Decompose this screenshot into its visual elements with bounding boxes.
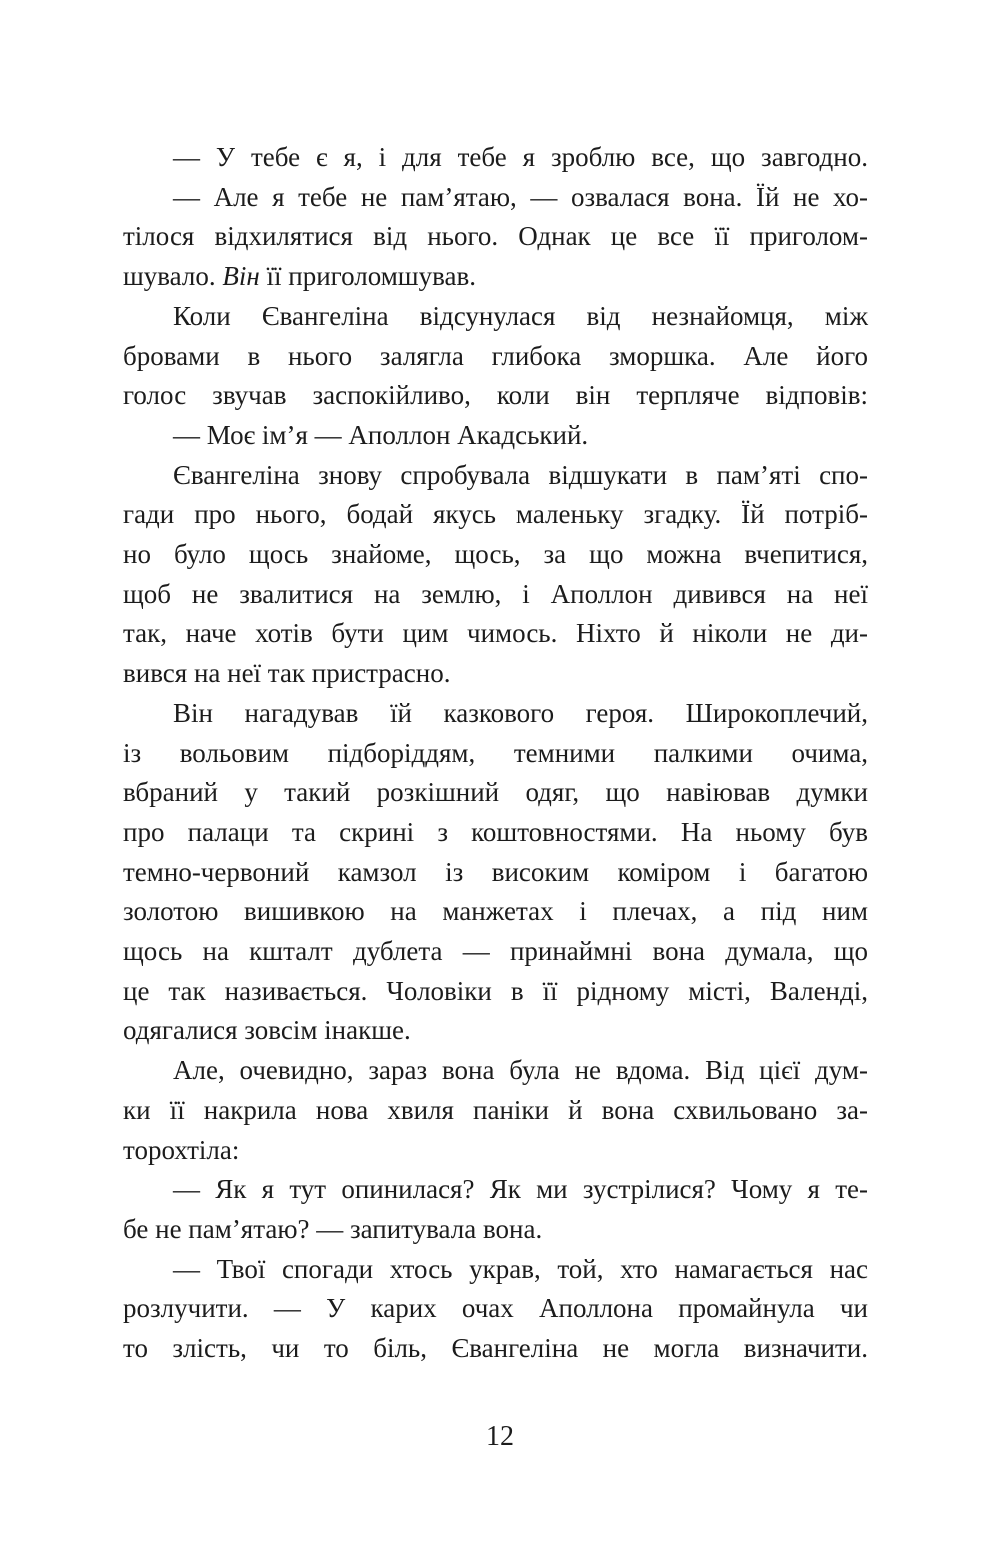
text-line: про палаци та скрині з коштовностями. На ньому був (123, 816, 868, 847)
text-line: Коли Євангеліна відсунулася від незнайомця, між (173, 300, 868, 331)
text-line: щось на кшталт дублета — принаймні вона думала, що (123, 936, 868, 967)
paragraph (123, 416, 868, 456)
text-line: із вольовим підборіддям, темними палкими очима, (123, 737, 868, 768)
text-line: бе не пам’ятаю? — запитувала вона. (123, 1213, 543, 1244)
text-line: гади про нього, бодай якусь маленьку згадку. Їй потріб- (123, 499, 868, 530)
paragraph (123, 456, 868, 694)
body-text (123, 138, 868, 1369)
text-line: темно-червоний камзол із високим коміром і багатою (123, 856, 868, 887)
text-line: но було щось знайоме, щось, за що можна вчепитися, (123, 539, 868, 570)
paragraph (123, 1250, 868, 1369)
text-line: Він нагадував їй казкового героя. Широкоплечий, (173, 697, 868, 728)
text-segment: шувало. (123, 261, 223, 292)
text-line: — Але я тебе не пам’ятаю, — озвалася вона. Їй не хо- (173, 181, 868, 212)
paragraph (123, 694, 868, 1051)
paragraph (123, 138, 868, 178)
text-line: вився на неї так пристрасно. (123, 658, 451, 689)
text-line: Але, очевидно, зараз вона була не вдома. Від цієї дум- (173, 1055, 868, 1086)
text-line: розлучити. — У карих очах Аполлона промайнула чи (123, 1293, 868, 1324)
paragraph (123, 178, 868, 297)
text-line: тілося відхилятися від нього. Однак це все її приголом- (123, 221, 868, 252)
text-line: так, наче хотів бути цим чимось. Ніхто й ніколи не ди- (123, 618, 868, 649)
paragraph (123, 1051, 868, 1170)
text-line: то злість, чи то біль, Євангеліна не могла визначити. (123, 1333, 868, 1364)
text-line: голос звучав заспокійливо, коли він терпляче відповів: (123, 380, 868, 411)
text-line: вбраний у такий розкішний одяг, що навіював думки (123, 777, 868, 808)
text-line: — Як я тут опинилася? Як ми зустрілися? Чому я те- (173, 1174, 868, 1205)
text-line: Євангеліна знову спробувала відшукати в пам’яті спо- (173, 459, 868, 490)
paragraph (123, 1170, 868, 1249)
text-line: — У тебе є я, і для тебе я зроблю все, що завгодно. (173, 142, 868, 172)
text-line: щоб не звалитися на землю, і Аполлон дивився на неї (123, 578, 868, 609)
text-line: ки її накрила нова хвиля паніки й вона схвильовано за- (123, 1094, 868, 1125)
text-segment: її приголомшував. (259, 261, 476, 292)
text-line: — Твої спогади хтось украв, той, хто намагається нас (173, 1253, 868, 1284)
text-line: — Моє ім’я — Аполлон Акадський. (173, 419, 589, 450)
text-line: золотою вишивкою на манжетах і плечах, а під ним (123, 896, 868, 927)
text-line: це так називається. Чоловіки в її рідному місті, Валенді, (123, 975, 868, 1006)
text-segment-italic: Він (222, 261, 260, 292)
text-line (123, 257, 868, 297)
text-line: бровами в нього залягла глибока зморшка. Але його (123, 340, 868, 371)
page-number: 12 (486, 1421, 514, 1452)
text-line: одягалися зовсім інакше. (123, 1015, 411, 1046)
text-line: торохтіла: (123, 1134, 240, 1165)
paragraph (123, 297, 868, 416)
